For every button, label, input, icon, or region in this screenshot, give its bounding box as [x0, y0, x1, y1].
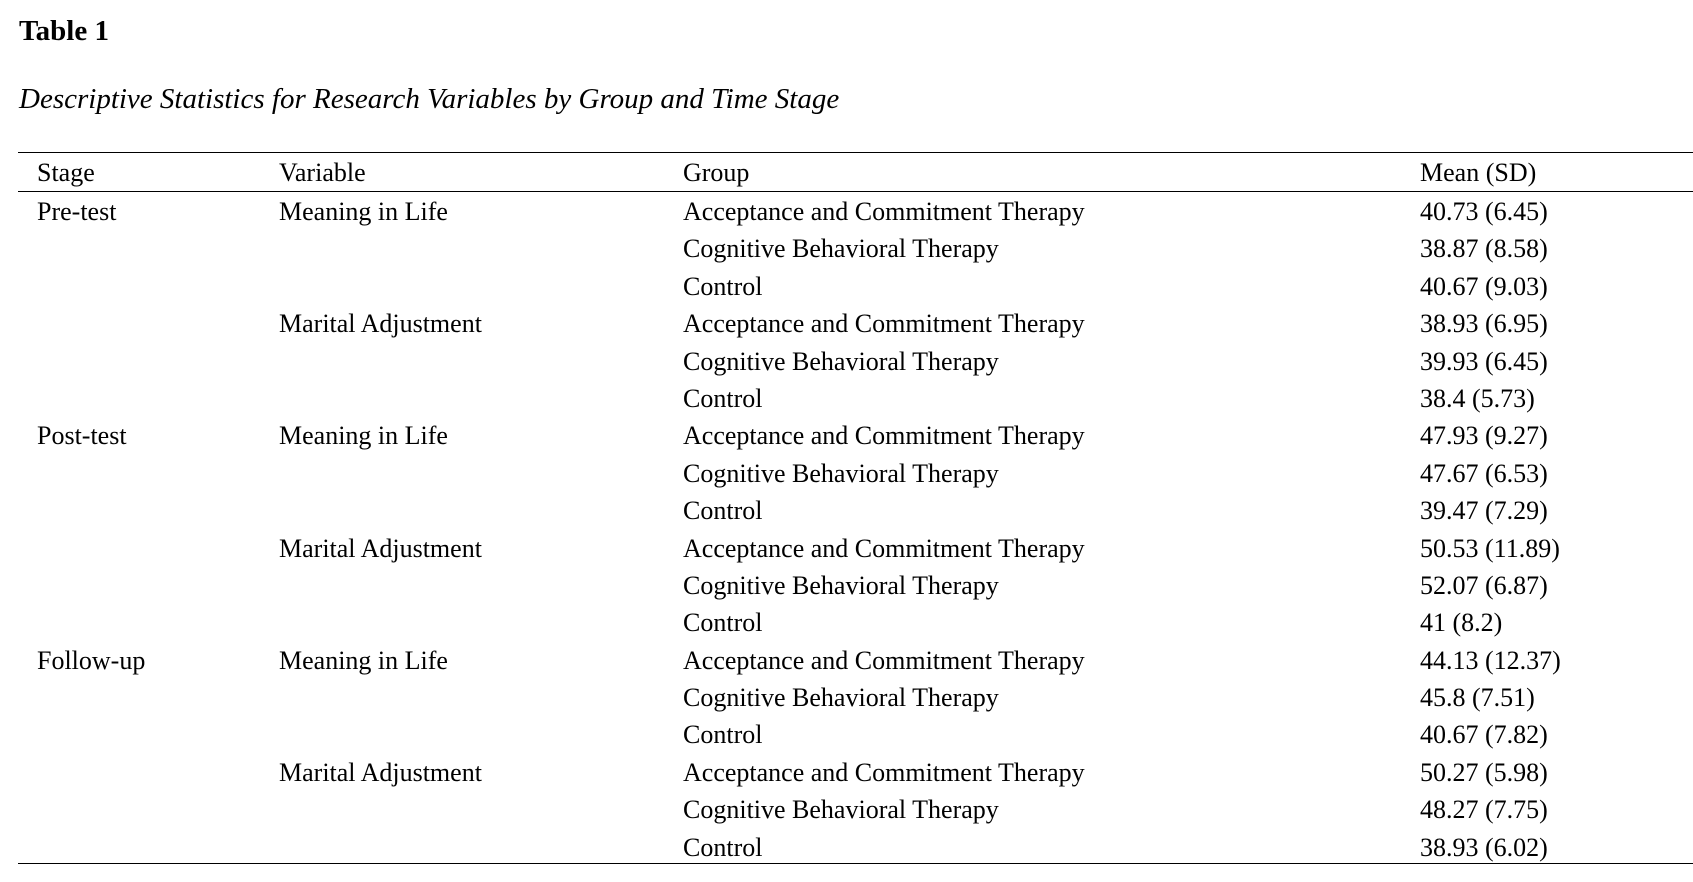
- table-caption: Descriptive Statistics for Research Variables by Group and Time Stage: [19, 83, 840, 115]
- cell-mean-sd: 47.93 (9.27): [1420, 421, 1548, 451]
- cell-stage: Post-test: [37, 421, 127, 451]
- cell-mean-sd: 52.07 (6.87): [1420, 570, 1548, 600]
- cell-group: Acceptance and Commitment Therapy: [683, 197, 1085, 226]
- table-row: [0, 719, 1693, 756]
- cell-variable: Marital Adjustment: [279, 533, 482, 563]
- table-row: [0, 757, 1693, 794]
- cell-group: Cognitive Behavioral Therapy: [683, 346, 999, 376]
- cell-mean-sd: 50.27 (5.98): [1420, 757, 1548, 787]
- cell-variable: Meaning in Life: [279, 645, 448, 675]
- table-row: [0, 233, 1693, 270]
- cell-mean-sd: 48.27 (7.75): [1420, 795, 1548, 825]
- cell-group: Acceptance and Commitment Therapy: [683, 645, 1085, 675]
- table-row: [0, 308, 1693, 345]
- table-row: [0, 495, 1693, 532]
- cell-mean-sd: 39.47 (7.29): [1420, 496, 1548, 526]
- cell-mean-sd: 38.93 (6.95): [1420, 309, 1548, 339]
- cell-group: Cognitive Behavioral Therapy: [683, 458, 999, 488]
- cell-group: Acceptance and Commitment Therapy: [683, 309, 1085, 339]
- table-row: [0, 570, 1693, 607]
- cell-mean-sd: 38.93 (6.02): [1420, 832, 1548, 862]
- cell-mean-sd: 38.4 (5.73): [1420, 383, 1535, 413]
- table-number: Table 1: [19, 15, 109, 47]
- cell-group: Control: [683, 720, 763, 750]
- cell-mean-sd: 41 (8.2): [1420, 608, 1503, 638]
- cell-group: Control: [683, 832, 763, 862]
- cell-mean-sd: 38.87 (8.58): [1420, 234, 1548, 264]
- cell-group: Acceptance and Commitment Therapy: [683, 533, 1085, 563]
- table-row: [0, 533, 1693, 570]
- cell-group: Cognitive Behavioral Therapy: [683, 795, 999, 825]
- table-row: [0, 346, 1693, 383]
- cell-mean-sd: 40.73 (6.45): [1420, 197, 1548, 226]
- cell-mean-sd: 45.8 (7.51): [1420, 683, 1535, 713]
- bottom-rule: [18, 863, 1693, 864]
- table-row: [0, 794, 1693, 831]
- header-mean-sd: Mean (SD): [1420, 158, 1537, 187]
- table-row: [0, 607, 1693, 644]
- cell-variable: Meaning in Life: [279, 197, 448, 226]
- cell-group: Control: [683, 496, 763, 526]
- table-row: [0, 383, 1693, 420]
- cell-group: Cognitive Behavioral Therapy: [683, 570, 999, 600]
- cell-mean-sd: 47.67 (6.53): [1420, 458, 1548, 488]
- cell-stage: Follow-up: [37, 645, 146, 675]
- cell-group: Acceptance and Commitment Therapy: [683, 757, 1085, 787]
- cell-mean-sd: 44.13 (12.37): [1420, 645, 1561, 675]
- table-header-row: [0, 157, 1693, 191]
- table-row: [0, 271, 1693, 308]
- header-group: Group: [683, 158, 750, 187]
- cell-group: Cognitive Behavioral Therapy: [683, 234, 999, 264]
- table-body: [0, 196, 1693, 869]
- cell-variable: Meaning in Life: [279, 421, 448, 451]
- table-row: [0, 458, 1693, 495]
- cell-mean-sd: 39.93 (6.45): [1420, 346, 1548, 376]
- table-row: [0, 645, 1693, 682]
- cell-mean-sd: 40.67 (7.82): [1420, 720, 1548, 750]
- table-row: [0, 682, 1693, 719]
- cell-mean-sd: 50.53 (11.89): [1420, 533, 1560, 563]
- cell-variable: Marital Adjustment: [279, 757, 482, 787]
- cell-group: Control: [683, 271, 763, 301]
- header-rule: [18, 191, 1693, 192]
- table-row: [0, 196, 1693, 233]
- cell-group: Acceptance and Commitment Therapy: [683, 421, 1085, 451]
- cell-group: Control: [683, 383, 763, 413]
- table-row: [0, 420, 1693, 457]
- cell-group: Control: [683, 608, 763, 638]
- header-stage: Stage: [37, 158, 95, 187]
- cell-stage: Pre-test: [37, 197, 117, 226]
- cell-mean-sd: 40.67 (9.03): [1420, 271, 1548, 301]
- cell-variable: Marital Adjustment: [279, 309, 482, 339]
- cell-group: Cognitive Behavioral Therapy: [683, 683, 999, 713]
- top-rule: [18, 152, 1693, 153]
- header-variable: Variable: [279, 158, 366, 187]
